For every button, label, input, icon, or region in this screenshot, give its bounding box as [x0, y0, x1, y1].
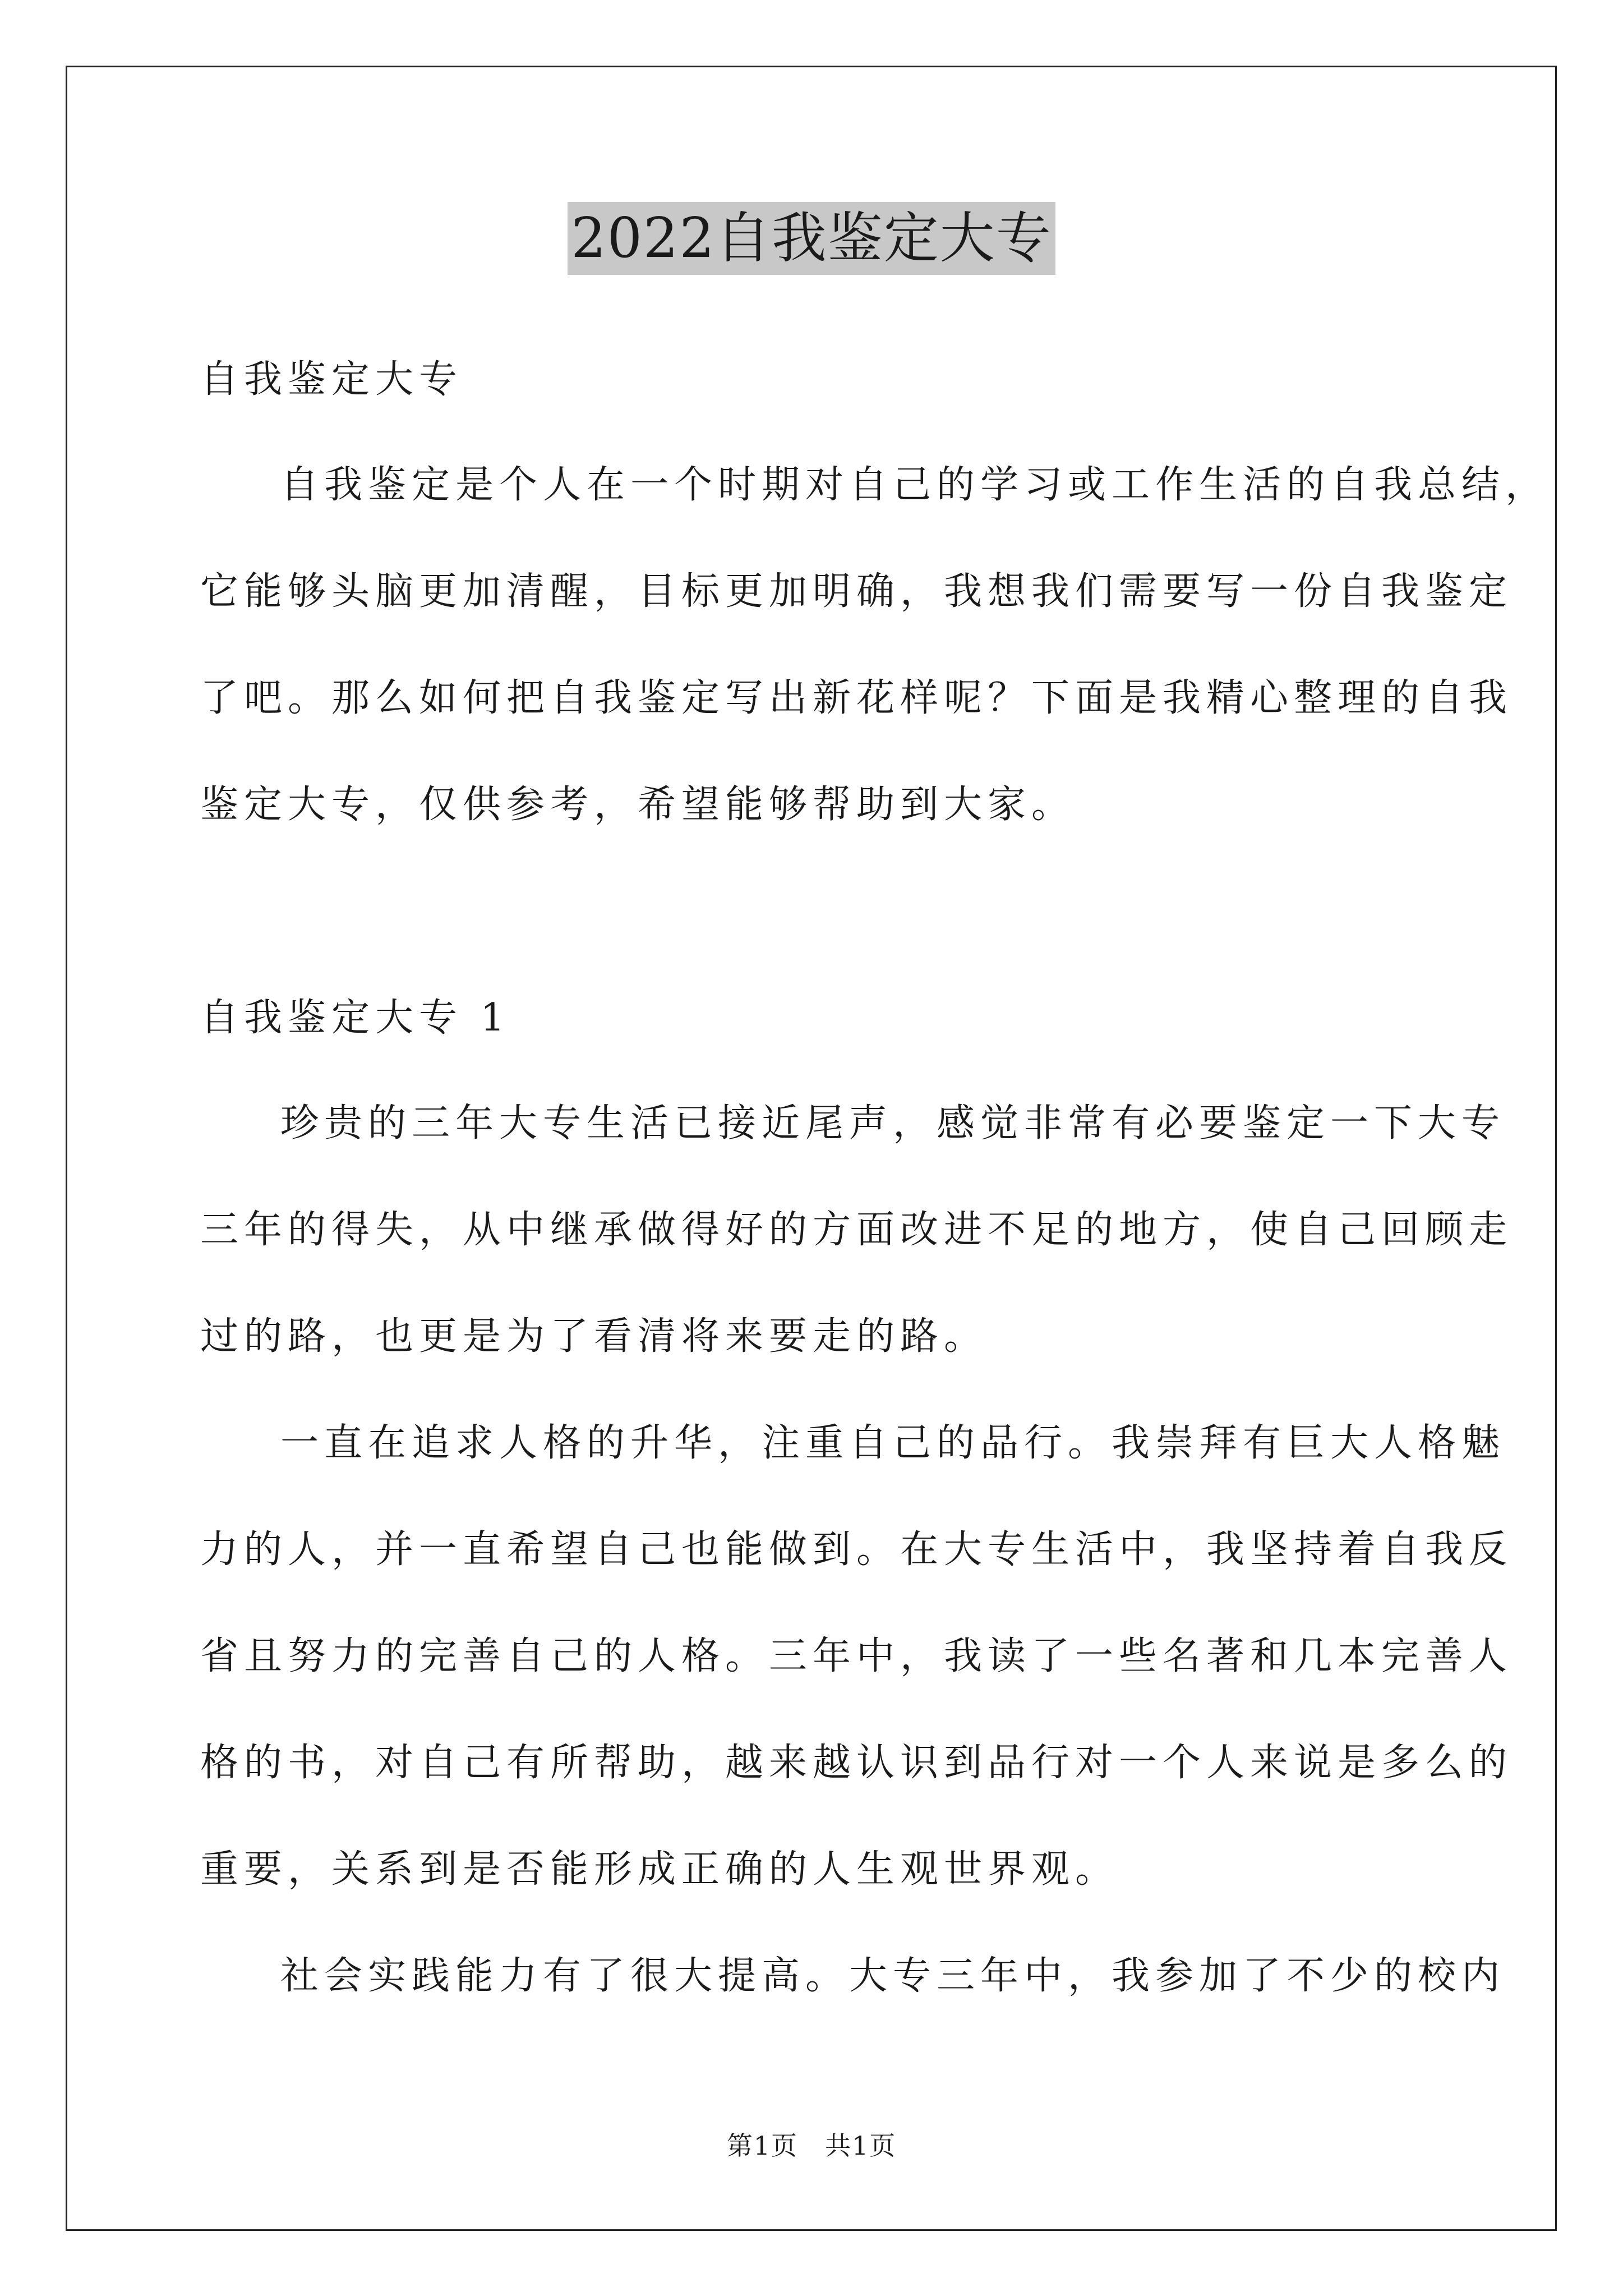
title-row	[0, 202, 1623, 275]
para3-line-1: 社会实践能力有了很大提高。大专三年中，我参加了不少的校内	[280, 1954, 1506, 1998]
para1-line-3: 过的路，也更是为了看清将来要走的路。	[200, 1314, 988, 1359]
intro-line-2: 它能够头脑更加清醒，目标更加明确，我想我们需要写一份自我鉴定	[200, 569, 1513, 614]
para2-line-1: 一直在追求人格的升华，注重自己的品行。我崇拜有巨大人格魅	[280, 1421, 1506, 1465]
document-title: 2022自我鉴定大专	[568, 202, 1055, 275]
section-heading: 自我鉴定大专	[200, 357, 463, 402]
para2-line-2: 力的人，并一直希望自己也能做到。在大专生活中，我坚持着自我反	[200, 1527, 1513, 1572]
para2-line-5: 重要，关系到是否能形成正确的人生观世界观。	[200, 1847, 1119, 1892]
para1-line-2: 三年的得失，从中继承做得好的方面改进不足的地方，使自己回顾走	[200, 1208, 1513, 1252]
para2-line-3: 省且努力的完善自己的人格。三年中，我读了一些名著和几本完善人	[200, 1634, 1513, 1678]
subheading-1: 自我鉴定大专 1	[200, 996, 510, 1040]
para2-line-4: 格的书，对自己有所帮助，越来越认识到品行对一个人来说是多么的	[200, 1741, 1513, 1785]
para1-line-1: 珍贵的三年大专生活已接近尾声，感觉非常有必要鉴定一下大专	[280, 1101, 1506, 1145]
intro-line-4: 鉴定大专，仅供参考，希望能够帮助到大家。	[200, 783, 1076, 827]
intro-line-3: 了吧。那么如何把自我鉴定写出新花样呢？下面是我精心整理的自我	[200, 676, 1513, 720]
intro-line-1: 自我鉴定是个人在一个时期对自己的学习或工作生活的自我总结，	[280, 463, 1550, 507]
page-number-footer: 第1页 共1页	[726, 2131, 897, 2161]
